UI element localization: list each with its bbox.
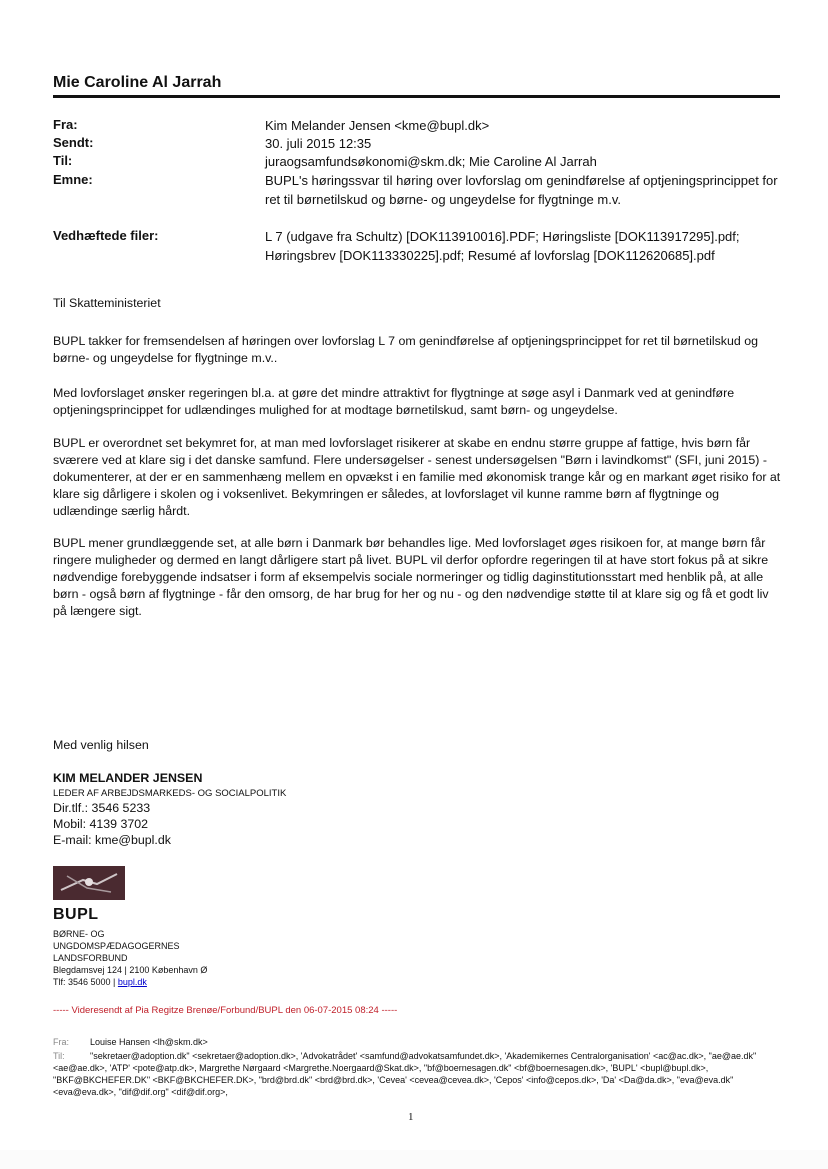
to-value: juraogsamfundsøkonomi@skm.dk; Mie Caroline Al Jarrah bbox=[265, 154, 597, 169]
org-phone-line bbox=[53, 976, 207, 988]
attachments-label: Vedhæftede filer: bbox=[53, 228, 159, 243]
signer-role: LEDER AF ARBEJDSMARKEDS- OG SOCIALPOLITIK bbox=[53, 788, 287, 799]
paragraph-4: BUPL mener grundlæggende set, at alle børn i Danmark bør behandles lige. Med lovforslaget øges risikoen for, at mange børn får ringere muligheder og dermed en langt dårligere start på livet. BUPL vil derfor opfordre regeringen til at have stort fokus på at sikre nødvendige forebyggende indsatser i form af eksempelvis sociale normeringer og tidlig daginstitutionsstart med henblik på, at alle børn - også børn af flygtninge - får den omsorg, de har brug for her og nu - og den nødvendige støtte til at klare sig og få et godt liv på længere sigt. bbox=[53, 536, 769, 618]
attachments-value: L 7 (udgave fra Schultz) [DOK113910016].PDF; Høringsliste [DOK113917295].pdf; Høringsbrev [DOK113330225].pdf; Resumé af lovforslag [DOK112620685].pdf bbox=[265, 229, 740, 263]
signer-email: E-mail: kme@bupl.dk bbox=[53, 833, 171, 847]
sent-value: 30. juli 2015 12:35 bbox=[265, 136, 372, 151]
from-label: Fra: bbox=[53, 117, 78, 132]
forward-to-line bbox=[53, 1050, 783, 1098]
greeting: Til Skatteministeriet bbox=[53, 296, 161, 310]
page-number: 1 bbox=[408, 1111, 414, 1123]
scan-edge bbox=[0, 1150, 828, 1169]
forward-to-label: Til: bbox=[53, 1051, 65, 1061]
org-line-3: LANDSFORBUND bbox=[53, 953, 128, 963]
signer-name: KIM MELANDER JENSEN bbox=[53, 771, 203, 785]
forward-notice: ----- Videresendt af Pia Regitze Brenøe/Forbund/BUPL den 06-07-2015 08:24 ----- bbox=[53, 1005, 398, 1016]
to-label: Til: bbox=[53, 153, 73, 168]
bupl-logo-image bbox=[53, 866, 125, 900]
sender-title: Mie Caroline Al Jarrah bbox=[53, 74, 222, 91]
org-address: Blegdamsvej 124 | 2100 København Ø bbox=[53, 965, 208, 975]
closing: Med venlig hilsen bbox=[53, 738, 149, 752]
subject-value: BUPL's høringssvar til høring over lovforslag om genindførelse af optjeningsprincippet for ret til børnetilskud og børne- og ungeydelse for flygtninge m.v. bbox=[265, 173, 778, 207]
paragraph-3: BUPL er overordnet set bekymret for, at man med lovforslaget risikerer at skabe en endnu større gruppe af fattige, hvis børn får sværere ved at klare sig i det danske samfund. Flere undersøgelser - senest undersøgelsen "Børn i lavindkomst" (SFI, juni 2015) - dokumenterer, at der er en sammenhæng mellem en opvækst i en familie med økonomisk trange kår og en markant øget risiko for at klare sig dårligere i skolen og i voksenlivet. Bekymringen er således, at lovforslaget vil kunne ramme børn af flygtninge og udlændinge særlig hårdt. bbox=[53, 436, 781, 518]
org-address-block bbox=[53, 928, 207, 988]
org-line-2: UNGDOMSPÆDAGOGERNES bbox=[53, 941, 180, 951]
org-line-1: BØRNE- OG bbox=[53, 929, 105, 939]
website-link[interactable]: bupl.dk bbox=[117, 977, 147, 987]
phone-mobile: Mobil: 4139 3702 bbox=[53, 817, 149, 831]
forward-from-label: Fra: bbox=[53, 1037, 70, 1047]
bupl-wordmark: BUPL bbox=[53, 906, 99, 923]
header-rule bbox=[53, 95, 780, 98]
paragraph-2: Med lovforslaget ønsker regeringen bl.a. at gøre det mindre attraktivt for flygtninge at søge asyl i Danmark ved at genindføre optjeningsprincippet for udlændinges mulighed for at modtage børnetilskud, samt børn- og ungeydelse. bbox=[53, 386, 735, 417]
forward-from-value: Louise Hansen <lh@skm.dk> bbox=[90, 1037, 208, 1047]
subject-label: Emne: bbox=[53, 172, 93, 187]
forward-from-line bbox=[53, 1036, 208, 1048]
sent-label: Sendt: bbox=[53, 135, 94, 150]
forward-to-value: "sekretaer@adoption.dk" <sekretaer@adoption.dk>, 'Advokatrådet' <samfund@advokatsamfundet.dk>, 'Akademikernes Centralorganisation' <ac@ac.dk>, "ae@ae.dk" <ae@ae.dk>, 'ATP' <pote@atp.dk>, Margrethe Nørgaard <Margrethe.Noergaard@Skat.dk>, "bf@boernesagen.dk" <bf@boernesagen.dk>, 'BUPL' <bupl@bupl.dk>, "BKF@BKCHEFER.DK" <BKF@BKCHEFER.DK>, "brd@brd.dk" <brd@brd.dk>, 'Cevea' <cevea@cevea.dk>, 'Cepos' <info@cepos.dk>, 'Da' <Da@da.dk>, "eva@eva.dk" <eva@eva.dk>, "dif@dif.org" <dif@dif.org>, bbox=[53, 1051, 757, 1097]
phone-direct: Dir.tlf.: 3546 5233 bbox=[53, 801, 151, 815]
paragraph-1: BUPL takker for fremsendelsen af høringen over lovforslag L 7 om genindførelse af optjeningsprincippet for ret til børnetilskud og børne- og ungeydelse for flygtninge m.v.. bbox=[53, 334, 759, 365]
org-phone: Tlf: 3546 5000 | bbox=[53, 977, 118, 987]
from-value: Kim Melander Jensen <kme@bupl.dk> bbox=[265, 118, 490, 133]
